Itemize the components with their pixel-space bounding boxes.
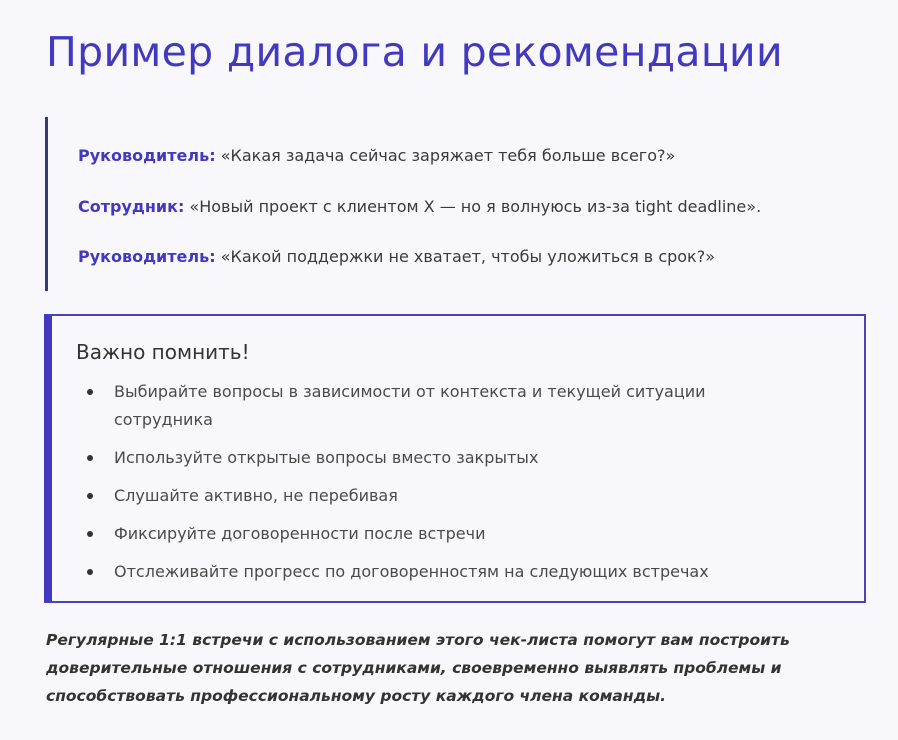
dialogue-quote — [45, 117, 845, 291]
list-item — [76, 378, 836, 434]
dialogue-line — [78, 196, 761, 218]
tips-list — [76, 378, 836, 596]
list-item — [76, 558, 836, 586]
remember-title: Важно помнить! — [76, 340, 250, 364]
tip-text: Отслеживайте прогресс по договоренностям на следующих встречах — [114, 562, 709, 581]
bullet-icon — [87, 569, 93, 575]
dialogue-line — [78, 246, 715, 268]
bullet-icon — [87, 493, 93, 499]
bullet-icon — [87, 531, 93, 537]
dialogue-speaker: Руководитель: — [78, 146, 216, 165]
tip-text: Слушайте активно, не перебивая — [114, 486, 398, 505]
page-title: Пример диалога и рекомендации — [46, 28, 783, 76]
tip-text: Выбирайте вопросы в зависимости от контекста и текущей ситуации сотрудника — [114, 382, 706, 429]
list-item — [76, 444, 836, 472]
dialogue-speaker: Сотрудник: — [78, 197, 185, 216]
tip-text: Фиксируйте договоренности после встречи — [114, 524, 486, 543]
tip-text: Используйте открытые вопросы вместо закрытых — [114, 448, 539, 467]
bullet-icon — [87, 455, 93, 461]
list-item — [76, 520, 836, 548]
conclusion-text: Регулярные 1:1 встречи с использованием этого чек-листа помогут вам построить доверительные отношения с сотрудниками, своевременно выявлять проблемы и способствовать профессиональному росту каждого члена команды. — [46, 631, 790, 705]
list-item — [76, 482, 836, 510]
dialogue-text: «Какой поддержки не хватает, чтобы уложиться в срок?» — [215, 247, 715, 266]
dialogue-speaker: Руководитель: — [78, 247, 216, 266]
dialogue-text: «Новый проект с клиентом X — но я волнуюсь из-за tight deadline». — [184, 197, 762, 216]
bullet-icon — [87, 389, 93, 395]
dialogue-text: «Какая задача сейчас заряжает тебя больше всего?» — [215, 146, 676, 165]
remember-callout — [44, 314, 866, 603]
dialogue-line — [78, 145, 675, 167]
